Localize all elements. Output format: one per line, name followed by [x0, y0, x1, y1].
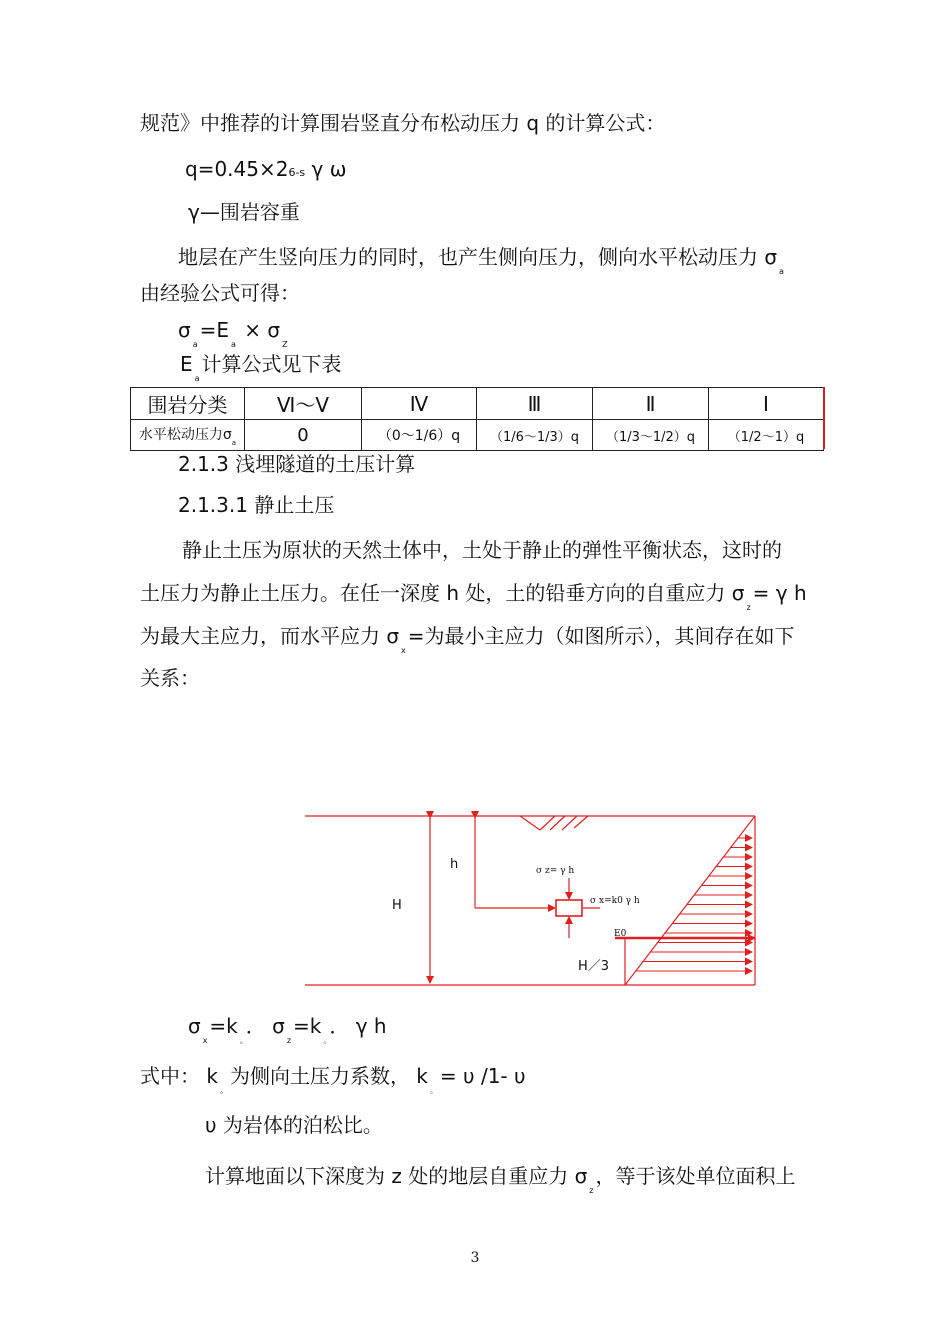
table-edge-mark — [823, 387, 825, 449]
table-cell: （1/6～1/3）q — [477, 420, 593, 451]
row-label-text: 水平松动压力σ — [138, 426, 232, 443]
p4-s1: 式中： k — [140, 1064, 218, 1088]
p3c-tail: =为最小主应力（如图所示），其间存在如下 — [407, 624, 795, 648]
label-sigma-x: σ x=k0 γ h — [590, 896, 640, 906]
f3-s1: E — [180, 352, 193, 376]
f4-sub2: 。 — [239, 1036, 244, 1045]
table-cell: （1/2～1）q — [709, 420, 824, 451]
top-hatch — [520, 816, 540, 830]
p4-s2: 为侧向土压力系数， k — [229, 1064, 428, 1088]
p3c-subscript: x — [401, 646, 406, 655]
p6a-subscript: z — [589, 1186, 594, 1195]
paragraph-where — [140, 1063, 526, 1104]
label-H-over-3: H／3 — [578, 959, 610, 974]
paragraph-self-weight — [205, 1163, 795, 1204]
gamma-definition: γ—围岩容重 — [188, 200, 300, 224]
formula-q — [185, 156, 346, 186]
table-header-cell: 围岩分类 — [131, 388, 245, 420]
f3-s2: 计算公式见下表 — [201, 352, 342, 376]
f4-s3: ． σ — [245, 1014, 285, 1038]
formula-sigma-x — [188, 1013, 387, 1054]
label-sigma-z: σ z= γ h — [536, 866, 575, 876]
pressure-triangle-hypotenuse — [625, 816, 755, 985]
p3b-text: 土压力为静止土压力。在任一深度 h 处，土的铅垂方向的自重应力 σ — [140, 581, 745, 605]
table-header-cell: Ⅱ — [593, 388, 709, 420]
p4-s3: = υ /1- υ — [439, 1064, 526, 1088]
f2-sub2: a — [231, 340, 236, 349]
poisson-definition: υ 为岩体的泊松比。 — [205, 1113, 383, 1137]
table-header-cell: Ⅵ～Ⅴ — [245, 388, 362, 420]
f2-sub3: Z — [282, 340, 288, 349]
f4-s1: σ — [188, 1014, 201, 1038]
formula-q-main: q=0.45×2 — [185, 157, 289, 181]
formula-q-tail: γ ω — [305, 157, 347, 181]
table-header-cell: Ⅰ — [709, 388, 824, 420]
f2-s3: × σ — [237, 318, 281, 342]
table-cell: （1/3～1/2）q — [593, 420, 709, 451]
page-number: 3 — [470, 1250, 480, 1266]
f2-s1: σ — [178, 318, 191, 342]
paragraph-static-pressure-1: 静止土压为原状的天然土体中，土处于静止的弹性平衡状态，这时的 — [182, 538, 782, 562]
f4-s4: =k — [293, 1014, 322, 1038]
f4-s2: =k — [209, 1014, 238, 1038]
rock-class-table — [130, 387, 824, 451]
pressure-arrow-group — [636, 838, 752, 971]
sigma-a-subscript: a — [779, 267, 784, 276]
f4-sub4: 。 — [323, 1036, 328, 1045]
table-header-cell: Ⅳ — [362, 388, 477, 420]
top-hatch — [574, 816, 588, 828]
f2-s2: =E — [199, 318, 229, 342]
p4-sub2: 。 — [429, 1086, 438, 1095]
formula-q-exponent: 6-s — [288, 166, 306, 179]
paragraph-recommended-formula: 规范》中推荐的计算围岩竖直分布松动压力 q 的计算公式： — [140, 111, 666, 135]
f3-sub1: a — [194, 374, 200, 383]
paragraph-lateral-pressure — [178, 244, 786, 285]
p3b-subscript: z — [746, 603, 751, 612]
table-cell: （0～1/6）q — [362, 420, 477, 451]
label-H: H — [392, 898, 402, 913]
paragraph-lateral-pressure-text: 地层在产生竖向压力的同时，也产生侧向压力，侧向水平松动压力 σ — [178, 245, 778, 269]
table-header-row — [131, 388, 824, 420]
p6a-text: 计算地面以下深度为 z 处的地层自重应力 σ — [205, 1164, 588, 1188]
f4-sub1: x — [202, 1036, 208, 1045]
f4-s5: ． γ h — [329, 1014, 387, 1038]
p3c-text: 为最大主应力，而水平应力 σ — [140, 624, 400, 648]
paragraph-static-pressure-4: 关系： — [140, 666, 200, 690]
p4-sub1: 。 — [219, 1086, 228, 1095]
table-cell: 0 — [245, 420, 362, 451]
table-header-cell: Ⅲ — [477, 388, 593, 420]
p6a-tail: ，等于该处单位面积上 — [595, 1164, 796, 1188]
label-E0: E0 — [614, 929, 627, 939]
paragraph-static-pressure-3 — [140, 623, 795, 664]
p3b-tail: = γ h — [752, 581, 807, 605]
row-label-subscript: a — [231, 438, 237, 447]
f2-sub1: a — [192, 340, 198, 349]
heading-2-1-3-1: 2.1.3.1 静止土压 — [178, 493, 335, 517]
paragraph-static-pressure-2 — [140, 580, 807, 621]
table-row-label — [131, 420, 245, 451]
label-h: h — [450, 857, 459, 872]
f4-sub3: z — [286, 1036, 292, 1045]
table-row — [131, 420, 824, 451]
soil-element — [556, 900, 582, 916]
heading-2-1-3: 2.1.3 浅埋隧道的土压计算 — [178, 452, 416, 476]
paragraph-empirical: 由经验公式可得： — [140, 281, 300, 305]
formula-ea-note — [180, 351, 342, 392]
earth-pressure-figure — [300, 808, 770, 993]
